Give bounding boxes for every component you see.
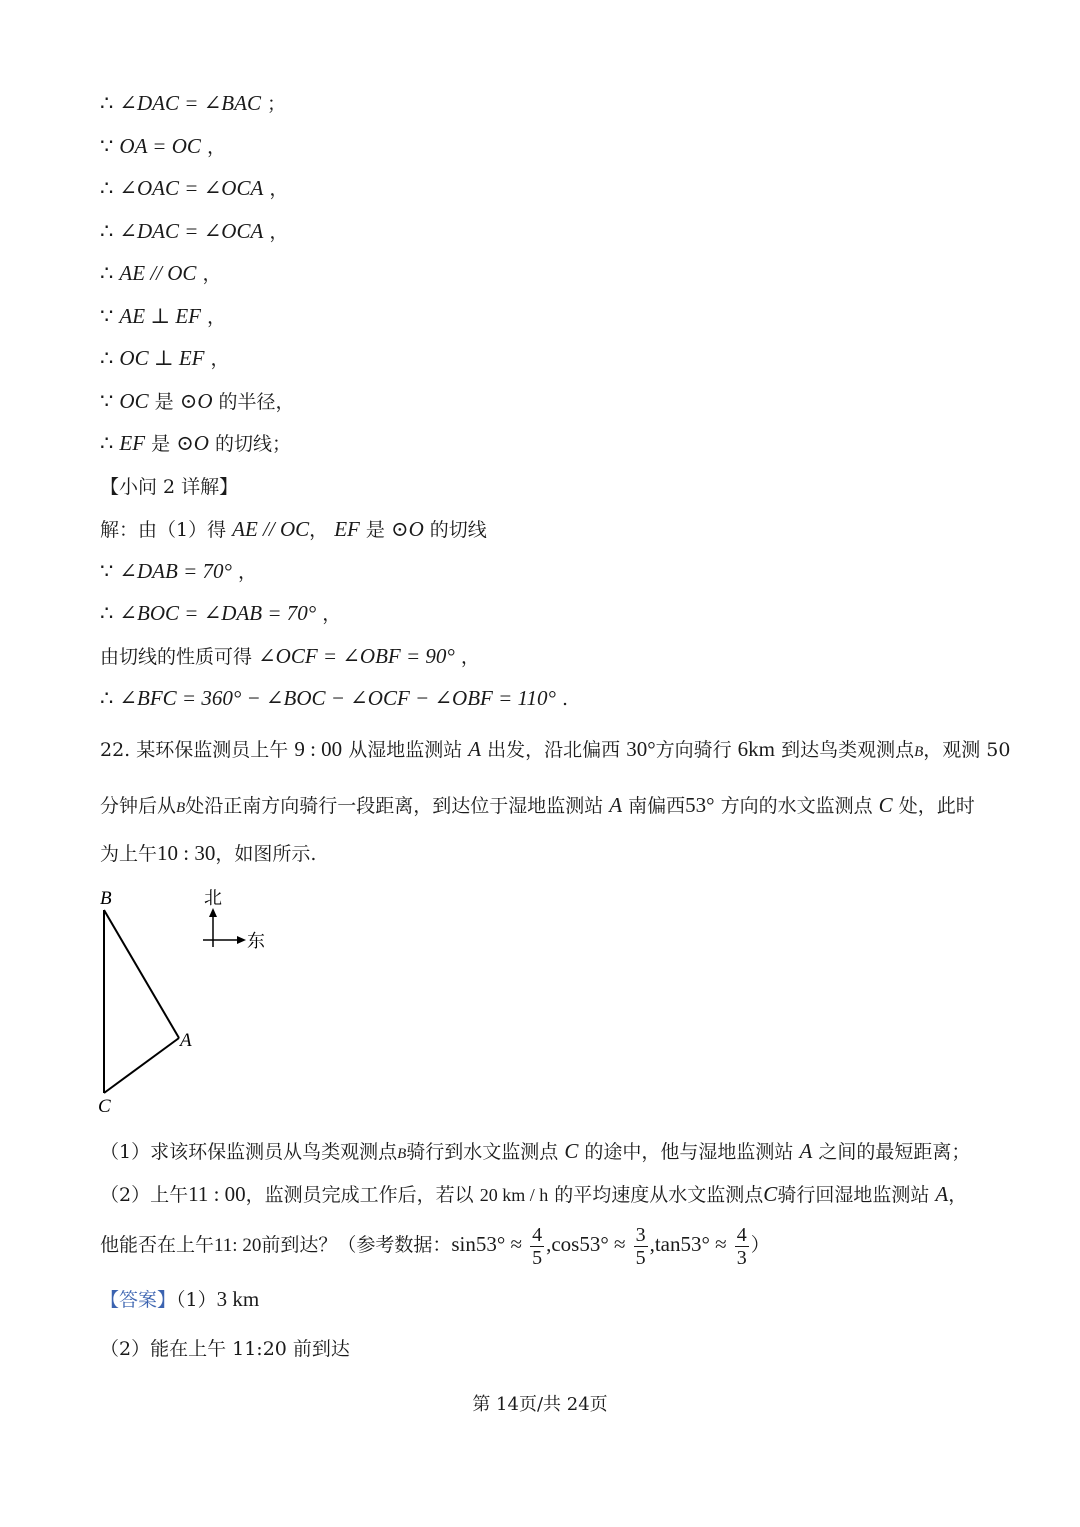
sub-question-2-cont: 他能否在上午11: 20前到达？（参考数据：sin53° ≈ $\frac{4}{5}$ ,cos53° ≈ $\frac{3}{5}$ ,tan53° ≈ $\frac{4}{3}$ ） [100,1223,770,1269]
edge-ca [104,1038,179,1093]
proof2-line: 由切线的性质可得 ∠OCF = ∠OBF = 90° ， [100,644,480,668]
sub2-heading: 【小问 2 详解】 [100,476,239,498]
solution-line: 解：由（1）得 AE // OC， EF 是 ⊙O 的切线 [100,517,487,541]
proof2-line: ∵ ∠DAB = 70° ， [100,559,257,583]
proof1-line: ∴ EF 是 ⊙O 的切线； [100,431,292,455]
q22-line1: 22. 某环保监测员上午 9 : 00 从湿地监测站 A 出发，沿北偏西 30°方向骑行 6km 到达鸟类观测点B，观测 50 [100,737,1011,761]
answer-line-1: 【答案】（1）3 km [100,1287,260,1311]
sub-question-2: （2）上午11 : 00，监测员完成工作后，若以 20 km / h 的平均速度从水文监测点C骑行回湿地监测站 A， [100,1182,968,1206]
cos-fraction: $\frac{3}{5}$ [635,1223,646,1269]
answer-line-2: （2）能在上午 11:20 前到达 [100,1338,350,1360]
proof1-line: ∵ OC 是 ⊙O 的半径， [100,389,295,413]
proof2-line: ∴ ∠BFC = 360° − ∠BOC − ∠OCF − ∠OBF = 110° . [100,686,568,710]
sin-fraction: $\frac{4}{5}$ [532,1223,543,1269]
proof1-line: ∴ ∠DAC = ∠BAC ； [100,91,287,115]
proof1-line: ∴ OC ⊥ EF ， [100,346,230,370]
north-arrowhead [209,908,217,917]
q22-line2: 分钟后从B处沿正南方向骑行一段距离，到达位于湿地监测站 A 南偏西53° 方向的水文监测点 C 处，此时 [100,793,975,817]
east-arrowhead [237,936,246,944]
answer-tag: 【答案】 [100,1289,177,1311]
triangle-figure [90,880,290,1120]
vertex-a-label: A [180,1030,192,1051]
proof1-line: ∴ ∠OAC = ∠OCA ， [100,176,289,200]
edge-ba [104,910,179,1038]
proof1-line: ∵ AE ⊥ EF ， [100,304,227,328]
proof1-line: ∴ AE // OC ， [100,261,222,285]
vertex-b-label: B [100,888,112,909]
proof2-line: ∴ ∠BOC = ∠DAB = 70° ， [100,601,342,625]
east-label: 东 [247,931,265,951]
tan-fraction: $\frac{4}{3}$ [736,1223,747,1269]
north-label: 北 [204,888,222,908]
vertex-c-label: C [98,1096,111,1117]
sub-question-1: （1）求该环保监测员从鸟类观测点B骑行到水文监测点 C 的途中，他与湿地监测站 A 之间的最短距离； [100,1139,971,1163]
proof1-line: ∵ OA = OC ， [100,134,226,158]
proof1-line: ∴ ∠DAC = ∠OCA ， [100,219,289,243]
q22-line3: 为上午10 : 30，如图所示. [100,841,317,865]
page-footer: 第 14页/共 24页 [472,1394,608,1415]
